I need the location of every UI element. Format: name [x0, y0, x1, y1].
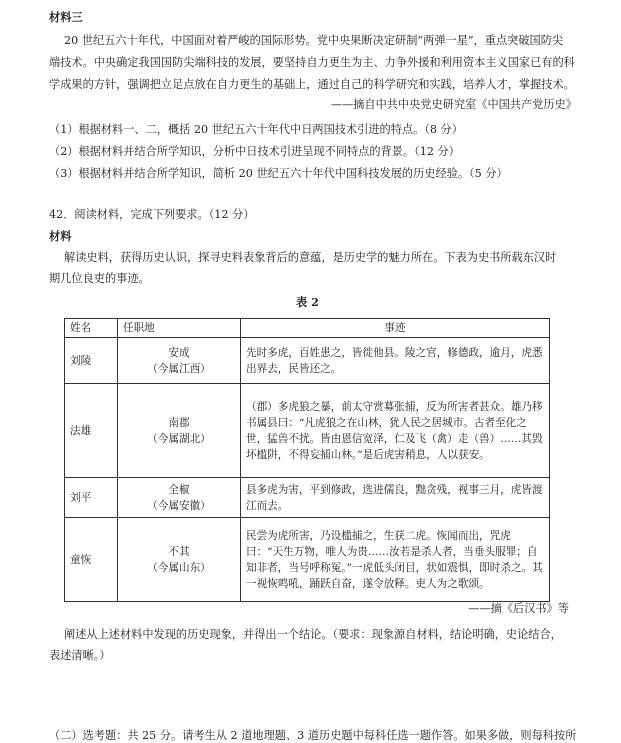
deeds-table: [64, 318, 550, 602]
paragraph-line: 20 世纪五六十年代，中国面对着严峻的国际形势。党中央果断决定研制“两弹一星”，重点突破国防尖: [64, 34, 564, 47]
deeds-cell: 县多虎为害，平到修政，选进儒良，黜贪残，视事三月，虎皆渡江而去。: [241, 478, 550, 518]
intro-line: 期几位良吏的事迹。: [49, 272, 150, 285]
source-citation: ——摘自中共中央党史研究室《中国共产党历史》: [330, 98, 577, 111]
section-heading: 材料三: [49, 10, 83, 24]
place-cell: [118, 518, 241, 602]
place-modern: （今属湖北）: [147, 432, 211, 445]
prompt-line: 阐述从上述材料中发现的历史现象，并得出一个结论。（要求：现象源自材料，结论明确，史论结合，: [64, 628, 562, 641]
place-name: 不其: [168, 545, 190, 558]
footer-cut-line: （二）选考题：共 25 分。请考生从 2 道地理题、3 道历史题中每科任选一题作答。如果多做，则每科按所: [49, 729, 577, 742]
place-modern: （今属山东）: [147, 561, 211, 574]
table-row: [65, 478, 550, 518]
question-item: （3）根据材料并结合所学知识，简析 20 世纪五六十年代中国科技发展的历史经验。（5 分）: [49, 167, 508, 180]
place-cell: [118, 338, 241, 384]
name-cell: 法雄: [65, 384, 118, 478]
name-cell: 童恢: [65, 518, 118, 602]
header-cell: 事迹: [241, 319, 550, 338]
table-row: [65, 518, 550, 602]
place-name: 全椒: [168, 483, 190, 496]
table-header-row: [65, 319, 550, 338]
deeds-cell: 先时多虎，百姓患之，皆徙他县。陵之官，修德政，逾月，虎悉出界去，民皆还之。: [241, 338, 550, 384]
name-cell: 刘平: [65, 478, 118, 518]
deeds-cell: （郡）多虎狼之暴，前太守赏募张捕，反为所害者甚众。雄乃移书属县曰：“凡虎狼之在山林，犹人民之居城市。古者至化之世，猛兽不扰。皆由恩信宽泽，仁及飞（禽）走（兽）……其毁坏槛阱，不得妄捕山林。”是后虎害稍息，人以获安。: [241, 384, 550, 478]
table-source: ——摘《后汉书》等: [468, 602, 569, 615]
header-cell: 任职地: [118, 319, 241, 338]
question-title: 42．阅读材料，完成下列要求。（12 分）: [49, 208, 255, 221]
table-row: [65, 384, 550, 478]
place-cell: [118, 384, 241, 478]
material-heading: 材料: [49, 229, 72, 243]
question-item: （1）根据材料一、二，概括 20 世纪五六十年代中日两国技术引进的特点。（8 分）: [49, 123, 463, 136]
deeds-cell: 民尝为虎所害，乃设槛捕之，生获二虎。恢闻而出，咒虎曰：“天生万物，唯人为贵……汝若是杀人者，当垂头服罪；自知非者，当号呼称冤。”一虎低头闭目，状如震惧，即时杀之。其一视恢鸣吼，踊跃自奋，遂令放释。吏人为之歌颂。: [241, 518, 550, 602]
name-cell: 刘陵: [65, 338, 118, 384]
question-item: （2）根据材料并结合所学知识，分析中日技术引进呈现不同特点的背景。（12 分）: [49, 145, 460, 158]
place-modern: （今属江西）: [147, 362, 211, 375]
paragraph-line: 端技术。中央确定我国国防尖端科技的发展，要坚持自力更生为主、力争外援和利用资本主义国家已有的科: [49, 56, 575, 69]
prompt-line: 表述清晰。）: [49, 649, 111, 662]
place-name: 南郡: [168, 416, 190, 429]
header-cell: 姓名: [65, 319, 118, 338]
paragraph-line: 学成果的方针，强调把立足点放在自力更生的基础上，通过自己的科学研究和实践，培养人才，掌握技术。: [49, 78, 575, 91]
table-row: [65, 338, 550, 384]
place-modern: （今属安徽）: [147, 499, 211, 512]
place-cell: [118, 478, 241, 518]
table-title: 表 2: [296, 295, 319, 309]
place-name: 安成: [168, 346, 190, 359]
intro-line: 解读史料，获得历史认识，探寻史料表象背后的意蕴，是历史学的魅力所在。下表为史书所载东汉时: [64, 251, 557, 264]
